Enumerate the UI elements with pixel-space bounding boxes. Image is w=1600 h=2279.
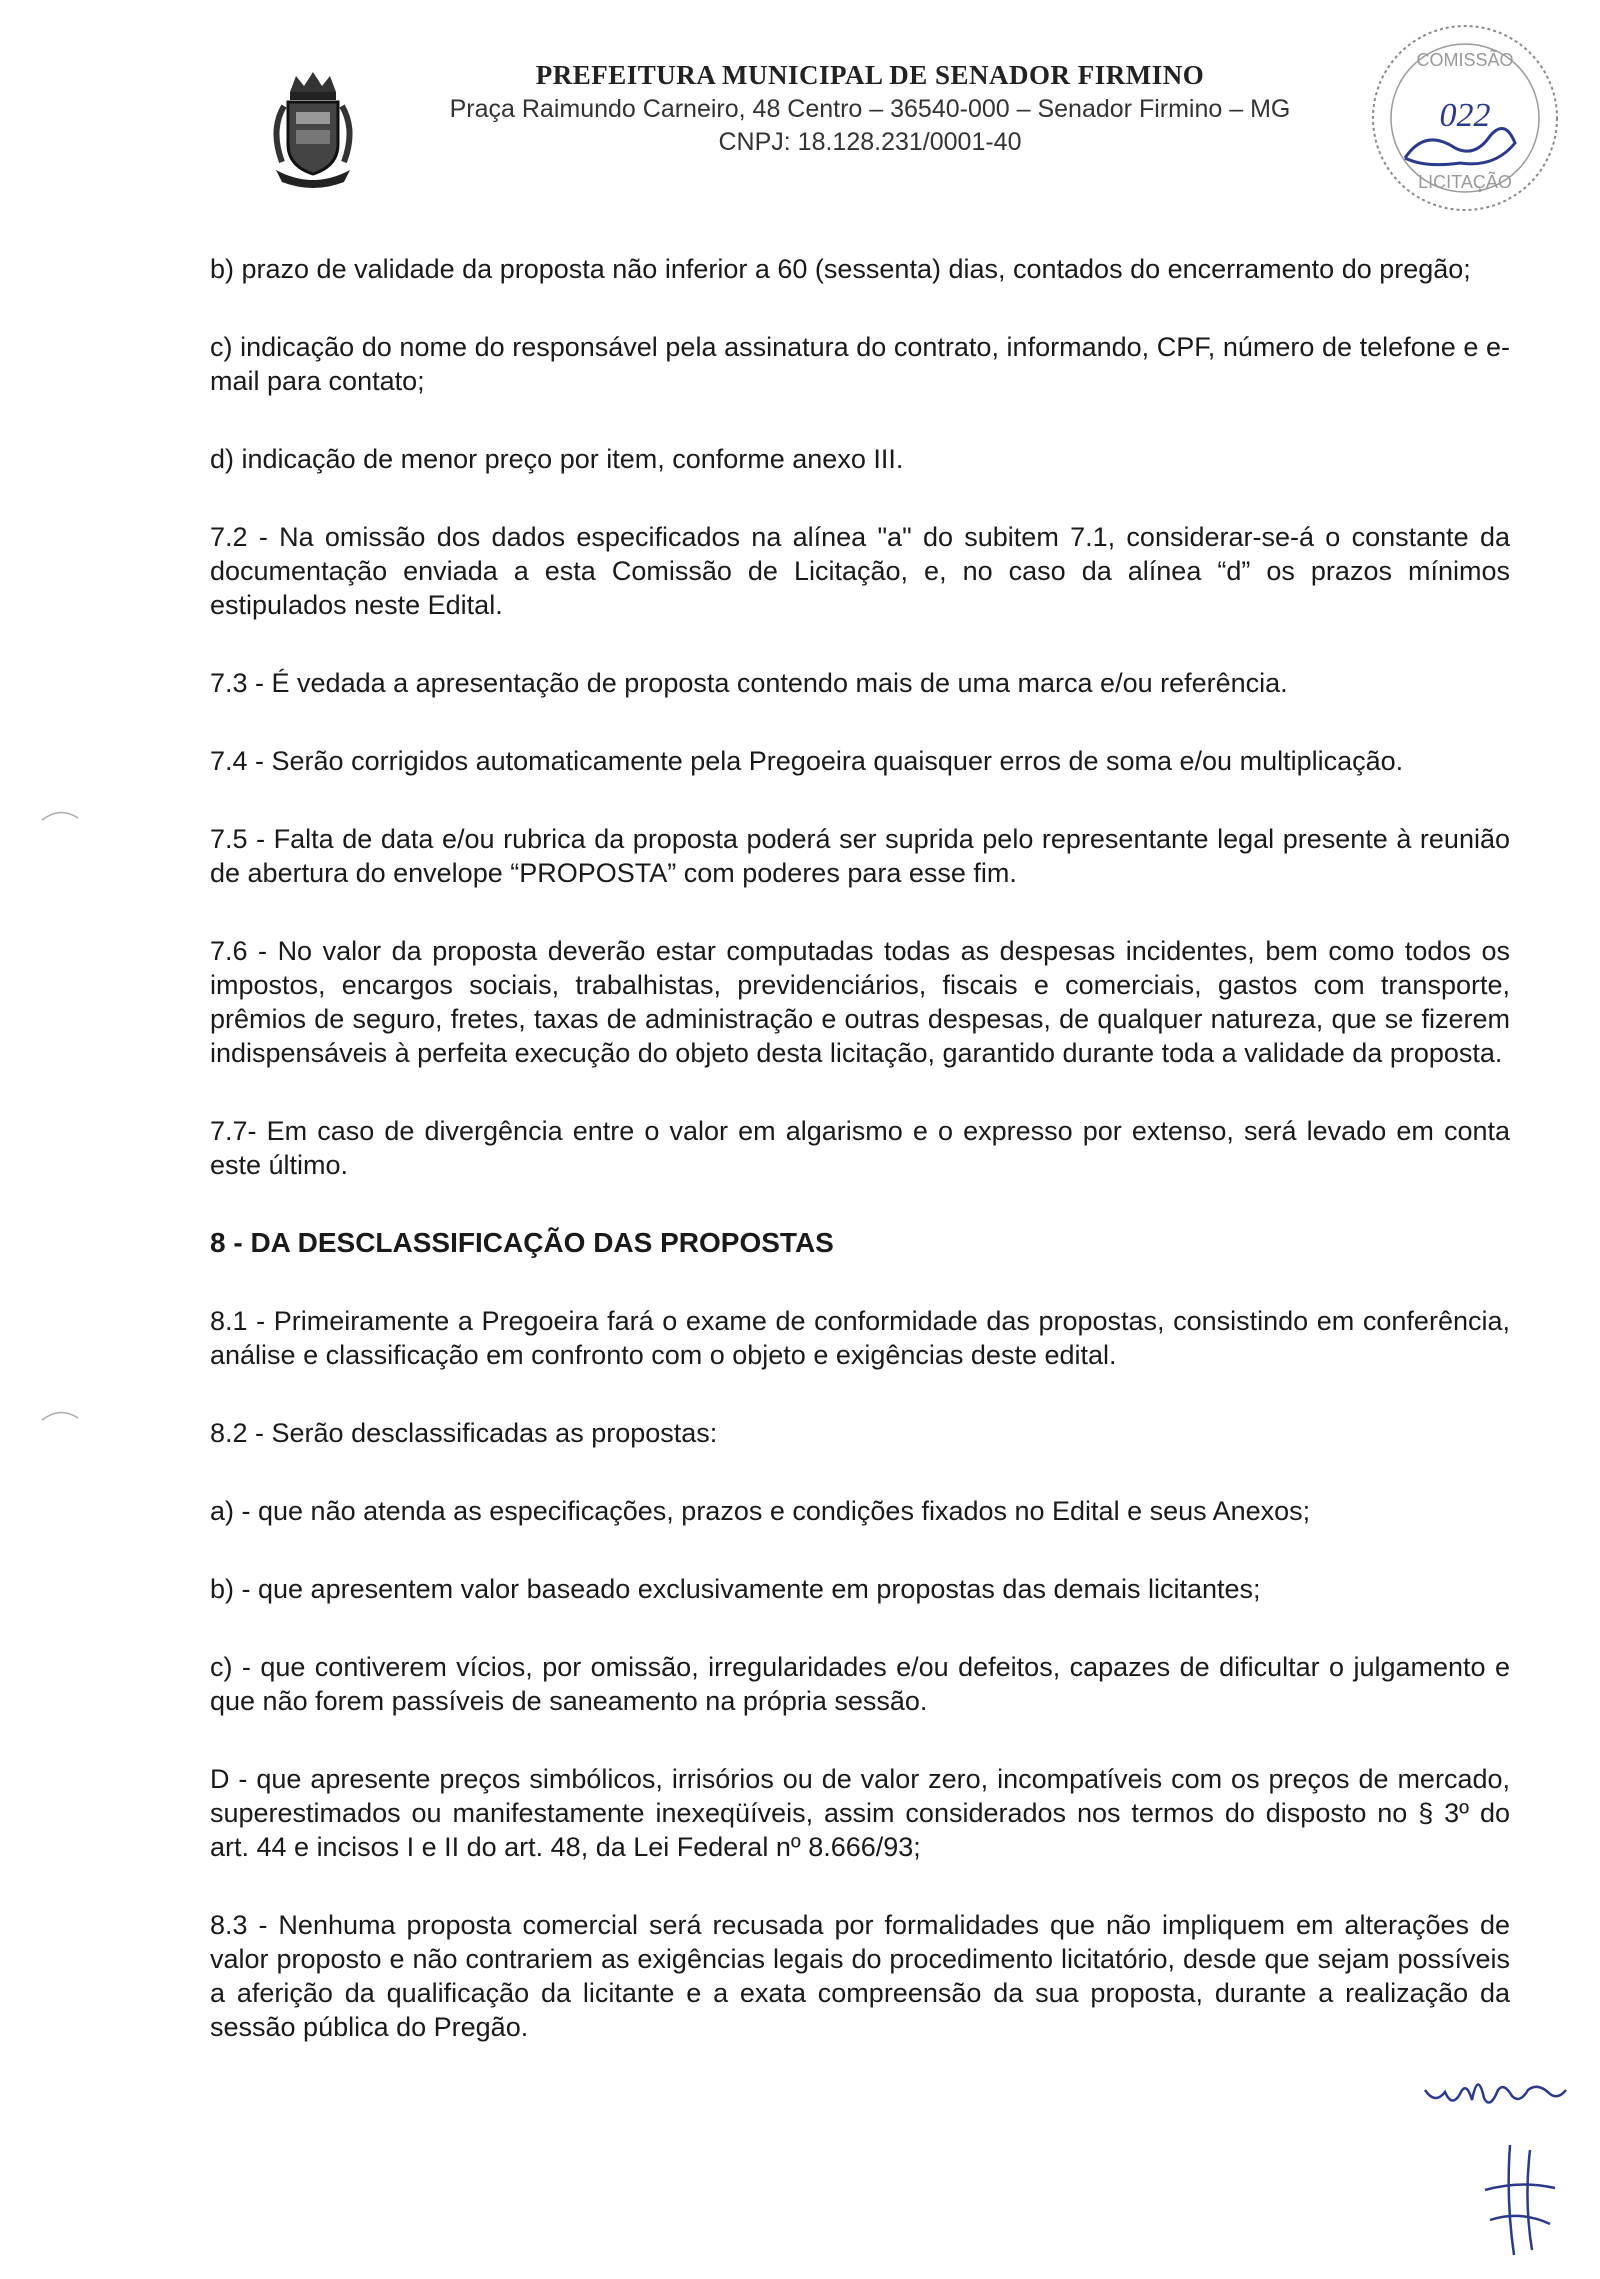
- stamp-text-top: COMISSÃO: [1416, 50, 1514, 70]
- paragraph-8-2: 8.2 - Serão desclassificadas as propostas:: [210, 1418, 718, 1448]
- section-8-heading: 8 - DA DESCLASSIFICAÇÃO DAS PROPOSTAS: [210, 1227, 834, 1258]
- stamp-text-bottom: LICITAÇÃO: [1418, 172, 1512, 192]
- paragraph-8-2-b: b) - que apresentem valor baseado exclusivamente em propostas das demais licitantes;: [210, 1574, 1261, 1604]
- paragraph-8-2-d: D - que apresente preços simbólicos, irrisórios ou de valor zero, incompatíveis com os preços de mercado, superestimados ou manifestamente inexeqüíveis, assim considerados nos termos do disposto no § 3º do art. 44 e incisos I e II do art. 48, da Lei Federal nº 8.666/93;: [210, 1764, 1510, 1862]
- paragraph-8-1: 8.1 - Primeiramente a Pregoeira fará o exame de conformidade das propostas, consistindo em conferência, análise e classificação em confronto com o objeto e exigências deste edital.: [210, 1306, 1510, 1370]
- paragraph-7-1-b: b) prazo de validade da proposta não inferior a 60 (sessenta) dias, contados do encerramento do pregão;: [210, 254, 1471, 284]
- handwritten-initials-icon: [1420, 2060, 1570, 2130]
- binder-hole-mark-icon: [40, 1408, 80, 1422]
- binder-hole-mark-icon: [40, 808, 80, 822]
- municipality-name: PREFEITURA MUNICIPAL DE SENADOR FIRMINO: [535, 60, 1205, 90]
- paragraph-8-3: 8.3 - Nenhuma proposta comercial será recusada por formalidades que não impliquem em alterações de valor proposto e não contrariem as exigências legais do procedimento licitatório, desde que sejam possíveis a aferição da qualificação da licitante e a exata compreensão da sua proposta, durante a realização da sessão pública do Pregão.: [210, 1910, 1510, 2042]
- paragraph-7-7: 7.7- Em caso de divergência entre o valor em algarismo e o expresso por extenso, será levado em conta este último.: [210, 1116, 1510, 1180]
- paragraph-8-2-a: a) - que não atenda as especificações, prazos e condições fixados no Edital e seus Anexos;: [210, 1496, 1311, 1526]
- municipality-cnpj: CNPJ: 18.128.231/0001-40: [718, 128, 1022, 156]
- municipality-address: Praça Raimundo Carneiro, 48 Centro – 36540-000 – Senador Firmino – MG: [449, 95, 1291, 123]
- letterhead: [0, 0, 1600, 200]
- paragraph-7-1-d: d) indicação de menor preço por item, conforme anexo III.: [210, 444, 904, 474]
- paragraph-7-4: 7.4 - Serão corrigidos automaticamente pela Pregoeira quaisquer erros de soma e/ou multiplicação.: [210, 746, 1404, 776]
- handwritten-rubric-icon: [1480, 2140, 1560, 2260]
- document-body: [210, 252, 1510, 2044]
- paragraph-7-1-c: c) indicação do nome do responsável pela assinatura do contrato, informando, CPF, número de telefone e e-mail para contato;: [210, 332, 1510, 396]
- paragraph-7-5: 7.5 - Falta de data e/ou rubrica da proposta poderá ser suprida pelo representante legal presente à reunião de abertura do envelope “PROPOSTA” com poderes para esse fim.: [210, 824, 1510, 888]
- municipal-coat-of-arms-icon: [268, 70, 358, 188]
- paragraph-7-2: 7.2 - Na omissão dos dados especificados na alínea "a" do subitem 7.1, considerar-se-á o constante da documentação enviada a esta Comissão de Licitação, e, no caso da alínea “d” os prazos mínimos estipulados neste Edital.: [210, 522, 1510, 620]
- paragraph-8-2-c: c) - que contiverem vícios, por omissão, irregularidades e/ou defeitos, capazes de dificultar o julgamento e que não forem passíveis de saneamento na própria sessão.: [210, 1652, 1510, 1716]
- commission-stamp: [1365, 18, 1565, 218]
- paragraph-7-6: 7.6 - No valor da proposta deverão estar computadas todas as despesas incidentes, bem como todos os impostos, encargos sociais, trabalhistas, previdenciários, fiscais e comerciais, gastos com transporte, prêmios de seguro, fretes, taxas de administração e outras despesas, de qualquer natureza, que se fizerem indispensáveis à perfeita execução do objeto desta licitação, garantido durante toda a validade da proposta.: [210, 936, 1510, 1068]
- paragraph-7-3: 7.3 - É vedada a apresentação de proposta contendo mais de uma marca e/ou referência.: [210, 668, 1288, 698]
- stamp-page-number: 022: [1439, 97, 1491, 134]
